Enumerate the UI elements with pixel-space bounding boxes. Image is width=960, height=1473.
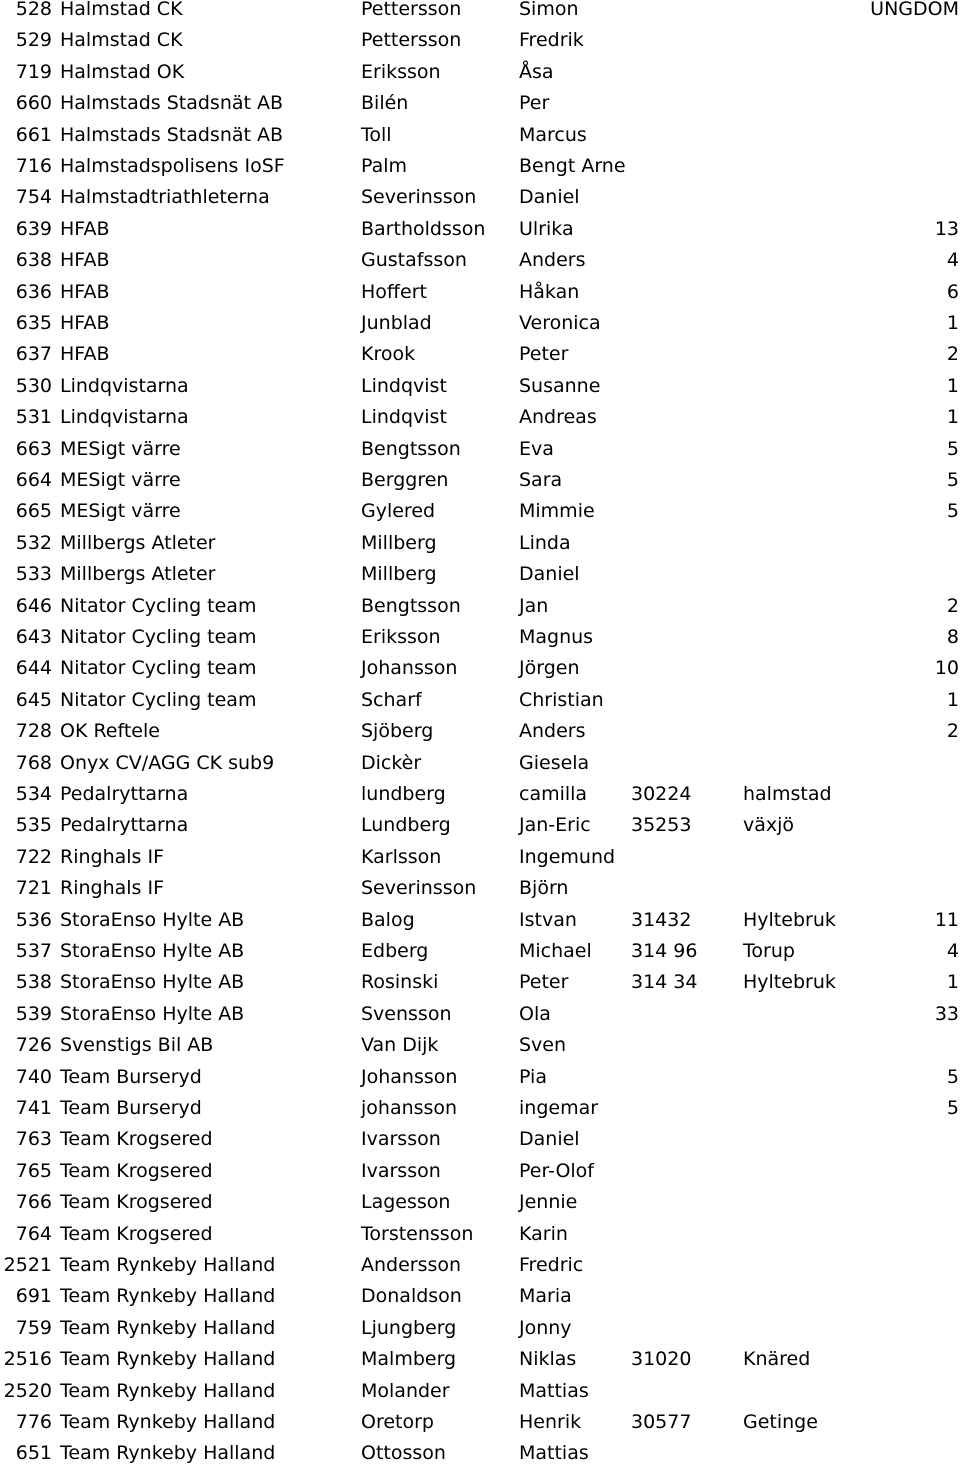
start-number: 776 — [15, 1411, 52, 1433]
first-name: Peter — [519, 971, 569, 994]
start-number: 643 — [15, 626, 52, 648]
first-name: Jörgen — [519, 657, 580, 680]
club-name: Team Krogsered — [60, 1222, 213, 1245]
table-row — [0, 936, 960, 967]
table-row — [0, 339, 960, 370]
last-name: Andersson — [361, 1254, 462, 1276]
city: Hyltebruk — [743, 908, 836, 931]
start-number: 765 — [15, 1159, 52, 1182]
postal-code: 35253 — [631, 814, 692, 837]
start-number: 638 — [15, 249, 52, 272]
value-cell: 1 — [946, 312, 959, 334]
club-name: Team Rynkeby Halland — [60, 1254, 276, 1276]
start-number: 722 — [15, 845, 52, 868]
table-row — [0, 1438, 960, 1469]
start-number: 763 — [15, 1128, 52, 1151]
table-row — [0, 591, 960, 622]
start-number: 535 — [15, 814, 52, 837]
club-name: Halmstadspolisens IoSF — [60, 155, 285, 177]
table-row — [0, 402, 960, 433]
table-row — [0, 496, 960, 527]
first-name: Mattias — [519, 1442, 589, 1465]
table-row — [0, 434, 960, 465]
start-number: 529 — [15, 29, 52, 52]
value-cell: 8 — [946, 626, 959, 648]
first-name: Jennie — [519, 1191, 578, 1214]
club-name: Halmstad CK — [60, 29, 183, 52]
first-name: Magnus — [519, 626, 594, 648]
value-cell: 1 — [946, 374, 959, 397]
table-row — [0, 214, 960, 245]
last-name: Ljungberg — [361, 1316, 457, 1339]
value-cell: 6 — [946, 280, 959, 303]
table-row — [0, 905, 960, 936]
club-name: Halmstadtriathleterna — [60, 186, 270, 209]
club-name: Millbergs Atleter — [60, 531, 216, 554]
club-name: Team Rynkeby Halland — [60, 1316, 276, 1339]
club-name: Team Krogsered — [60, 1191, 213, 1214]
last-name: Svensson — [361, 1002, 452, 1025]
last-name: Torstensson — [361, 1222, 474, 1245]
first-name: Fredric — [519, 1254, 584, 1276]
table-row — [0, 1344, 960, 1375]
table-row — [0, 57, 960, 88]
start-number: 635 — [15, 312, 52, 334]
last-name: Donaldson — [361, 1285, 462, 1308]
first-name: Mattias — [519, 1379, 589, 1402]
club-name: Nitator Cycling team — [60, 688, 257, 711]
club-name: Team Burseryd — [60, 1065, 202, 1088]
first-name: Sara — [519, 469, 563, 491]
last-name: Johansson — [361, 657, 458, 680]
table-row — [0, 748, 960, 779]
first-name: Håkan — [519, 280, 580, 303]
table-row — [0, 967, 960, 998]
value-cell: 1 — [946, 971, 959, 994]
last-name: Pettersson — [361, 29, 462, 52]
first-name: Ingemund — [519, 845, 616, 868]
first-name: Mimmie — [519, 500, 595, 523]
last-name: Ottosson — [361, 1442, 446, 1465]
table-row — [0, 371, 960, 402]
value-cell: 2 — [946, 343, 959, 366]
club-name: Pedalryttarna — [60, 814, 189, 837]
start-number: 533 — [15, 563, 52, 586]
last-name: Malmberg — [361, 1348, 457, 1371]
first-name: Anders — [519, 720, 586, 743]
first-name: Jan-Eric — [519, 814, 591, 837]
city: Hyltebruk — [743, 971, 836, 994]
start-number: 2520 — [3, 1379, 52, 1402]
table-row — [0, 277, 960, 308]
first-name: Pia — [519, 1065, 547, 1088]
value-cell: 5 — [946, 469, 959, 491]
value-cell: 5 — [946, 1097, 959, 1119]
last-name: Edberg — [361, 940, 429, 962]
last-name: Molander — [361, 1379, 450, 1402]
first-name: Veronica — [519, 312, 601, 334]
start-number: 665 — [15, 500, 52, 523]
value-cell: 4 — [946, 940, 959, 962]
table-row — [0, 528, 960, 559]
first-name: Istvan — [519, 908, 577, 931]
start-number: 716 — [15, 155, 52, 177]
table-row — [0, 1407, 960, 1438]
city: Torup — [743, 940, 795, 962]
table-row — [0, 1281, 960, 1312]
start-number: 759 — [15, 1316, 52, 1339]
value-cell: UNGDOM — [870, 0, 959, 20]
first-name: Linda — [519, 531, 571, 554]
start-number: 768 — [15, 751, 52, 774]
last-name: Sjöberg — [361, 720, 434, 743]
value-cell: 10 — [934, 657, 959, 680]
start-number: 536 — [15, 908, 52, 931]
club-name: Team Rynkeby Halland — [60, 1285, 276, 1308]
last-name: Bilén — [361, 92, 409, 115]
last-name: Gylered — [361, 500, 436, 523]
first-name: Fredrik — [519, 29, 584, 52]
value-cell: 4 — [946, 249, 959, 272]
club-name: Halmstads Stadsnät AB — [60, 123, 284, 146]
table-row — [0, 1093, 960, 1124]
last-name: Ivarsson — [361, 1128, 441, 1151]
first-name: Andreas — [519, 406, 597, 429]
last-name: Bartholdsson — [361, 217, 486, 240]
table-row — [0, 653, 960, 684]
start-number: 646 — [15, 594, 52, 617]
first-name: Jonny — [519, 1316, 572, 1339]
first-name: Per — [519, 92, 550, 115]
last-name: Junblad — [361, 312, 432, 334]
last-name: Van Dijk — [361, 1034, 439, 1057]
last-name: Severinsson — [361, 186, 477, 209]
club-name: Halmstad OK — [60, 60, 185, 83]
table-row — [0, 1376, 960, 1407]
club-name: HFAB — [60, 280, 110, 303]
last-name: Millberg — [361, 563, 437, 586]
first-name: Maria — [519, 1285, 572, 1308]
club-name: Onyx CV/AGG CK sub9 — [60, 751, 275, 774]
club-name: MESigt värre — [60, 500, 181, 523]
first-name: Bengt Arne — [519, 155, 626, 177]
start-number: 766 — [15, 1191, 52, 1214]
start-number: 661 — [15, 123, 52, 146]
table-row — [0, 120, 960, 151]
club-name: Ringhals IF — [60, 845, 165, 868]
start-number: 740 — [15, 1065, 52, 1088]
first-name: Susanne — [519, 374, 601, 397]
start-number: 664 — [15, 469, 52, 491]
value-cell: 5 — [946, 1065, 959, 1088]
value-cell: 13 — [934, 217, 959, 240]
club-name: Team Rynkeby Halland — [60, 1379, 276, 1402]
club-name: Team Rynkeby Halland — [60, 1348, 276, 1371]
first-name: camilla — [519, 783, 588, 805]
last-name: Pettersson — [361, 0, 462, 20]
postal-code: 31020 — [631, 1348, 692, 1371]
start-number: 537 — [15, 940, 52, 962]
table-row — [0, 1313, 960, 1344]
start-number: 636 — [15, 280, 52, 303]
club-name: MESigt värre — [60, 469, 181, 491]
table-row — [0, 245, 960, 276]
club-name: Team Burseryd — [60, 1097, 202, 1119]
value-cell: 5 — [946, 500, 959, 523]
table-row — [0, 308, 960, 339]
postal-code: 31432 — [631, 908, 692, 931]
last-name: Rosinski — [361, 971, 439, 994]
last-name: Bengtsson — [361, 594, 461, 617]
first-name: Daniel — [519, 1128, 580, 1151]
last-name: Eriksson — [361, 626, 441, 648]
last-name: Millberg — [361, 531, 437, 554]
club-name: HFAB — [60, 312, 110, 334]
table-row — [0, 151, 960, 182]
start-number: 528 — [15, 0, 52, 20]
last-name: Eriksson — [361, 60, 441, 83]
last-name: Gustafsson — [361, 249, 467, 272]
first-name: Niklas — [519, 1348, 577, 1371]
table-row — [0, 25, 960, 56]
last-name: lundberg — [361, 783, 446, 805]
first-name: Jan — [519, 594, 549, 617]
table-row — [0, 622, 960, 653]
table-row — [0, 1187, 960, 1218]
club-name: StoraEnso Hylte AB — [60, 1002, 245, 1025]
club-name: Halmstad CK — [60, 0, 183, 20]
first-name: Per-Olof — [519, 1159, 594, 1182]
first-name: Marcus — [519, 123, 587, 146]
last-name: Dickèr — [361, 751, 422, 774]
start-number: 639 — [15, 217, 52, 240]
table-row — [0, 559, 960, 590]
first-name: Michael — [519, 940, 592, 962]
value-cell: 1 — [946, 406, 959, 429]
city: Getinge — [743, 1411, 818, 1433]
first-name: Ulrika — [519, 217, 574, 240]
club-name: Millbergs Atleter — [60, 563, 216, 586]
club-name: HFAB — [60, 217, 110, 240]
table-row — [0, 465, 960, 496]
start-number: 531 — [15, 406, 52, 429]
value-cell: 11 — [934, 908, 959, 931]
value-cell: 1 — [946, 688, 959, 711]
city: Knäred — [743, 1348, 811, 1371]
last-name: Balog — [361, 908, 415, 931]
value-cell: 2 — [946, 720, 959, 743]
start-number: 539 — [15, 1002, 52, 1025]
table-row — [0, 716, 960, 747]
first-name: Åsa — [519, 60, 554, 83]
club-name: HFAB — [60, 343, 110, 366]
table-row — [0, 1219, 960, 1250]
last-name: Karlsson — [361, 845, 442, 868]
club-name: Lindqvistarna — [60, 406, 189, 429]
start-number: 534 — [15, 783, 52, 805]
table-row — [0, 182, 960, 213]
last-name: Lindqvist — [361, 374, 447, 397]
first-name: ingemar — [519, 1097, 599, 1119]
last-name: Johansson — [361, 1065, 458, 1088]
club-name: StoraEnso Hylte AB — [60, 971, 245, 994]
last-name: Scharf — [361, 688, 422, 711]
club-name: Team Rynkeby Halland — [60, 1411, 276, 1433]
club-name: StoraEnso Hylte AB — [60, 908, 245, 931]
start-number: 728 — [15, 720, 52, 743]
start-number: 726 — [15, 1034, 52, 1057]
start-number: 754 — [15, 186, 52, 209]
first-name: Peter — [519, 343, 569, 366]
table-row — [0, 685, 960, 716]
start-number: 691 — [15, 1285, 52, 1308]
start-number: 2521 — [3, 1254, 52, 1276]
first-name: Simon — [519, 0, 579, 20]
last-name: Severinsson — [361, 877, 477, 900]
city: halmstad — [743, 783, 832, 805]
first-name: Ola — [519, 1002, 551, 1025]
start-number: 719 — [15, 60, 52, 83]
start-number: 532 — [15, 531, 52, 554]
postal-code: 314 34 — [631, 971, 698, 994]
start-number: 651 — [15, 1442, 52, 1465]
last-name: Ivarsson — [361, 1159, 441, 1182]
first-name: Björn — [519, 877, 569, 900]
start-number: 663 — [15, 437, 52, 460]
last-name: Lagesson — [361, 1191, 451, 1214]
club-name: Ringhals IF — [60, 877, 165, 900]
last-name: Toll — [361, 123, 392, 146]
start-number: 2516 — [3, 1348, 52, 1371]
value-cell: 5 — [946, 437, 959, 460]
start-number: 645 — [15, 688, 52, 711]
table-row — [0, 1062, 960, 1093]
club-name: Pedalryttarna — [60, 783, 189, 805]
first-name: Eva — [519, 437, 554, 460]
table-row — [0, 999, 960, 1030]
value-cell: 2 — [946, 594, 959, 617]
table-row — [0, 810, 960, 841]
value-cell: 33 — [934, 1002, 959, 1025]
last-name: Hoffert — [361, 280, 427, 303]
last-name: johansson — [361, 1097, 458, 1119]
start-number: 721 — [15, 877, 52, 900]
postal-code: 314 96 — [631, 940, 698, 962]
start-number: 644 — [15, 657, 52, 680]
first-name: Sven — [519, 1034, 567, 1057]
start-number: 764 — [15, 1222, 52, 1245]
table-row — [0, 1030, 960, 1061]
club-name: Halmstads Stadsnät AB — [60, 92, 284, 115]
start-number: 741 — [15, 1097, 52, 1119]
club-name: Team Rynkeby Halland — [60, 1442, 276, 1465]
first-name: Daniel — [519, 563, 580, 586]
club-name: Team Krogsered — [60, 1128, 213, 1151]
table-row — [0, 1250, 960, 1281]
last-name: Krook — [361, 343, 416, 366]
last-name: Lindqvist — [361, 406, 447, 429]
table-row — [0, 779, 960, 810]
start-number: 637 — [15, 343, 52, 366]
last-name: Bengtsson — [361, 437, 461, 460]
club-name: StoraEnso Hylte AB — [60, 940, 245, 962]
last-name: Berggren — [361, 469, 449, 491]
club-name: Svenstigs Bil AB — [60, 1034, 214, 1057]
city: växjö — [743, 814, 795, 837]
first-name: Anders — [519, 249, 586, 272]
table-row — [0, 0, 960, 25]
table-row — [0, 1156, 960, 1187]
last-name: Oretorp — [361, 1411, 434, 1433]
table-row — [0, 1124, 960, 1155]
club-name: MESigt värre — [60, 437, 181, 460]
start-number: 538 — [15, 971, 52, 994]
table-row — [0, 842, 960, 873]
club-name: OK Reftele — [60, 720, 160, 743]
table-row — [0, 88, 960, 119]
first-name: Giesela — [519, 751, 590, 774]
club-name: Nitator Cycling team — [60, 657, 257, 680]
start-number: 660 — [15, 92, 52, 115]
last-name: Palm — [361, 155, 408, 177]
club-name: HFAB — [60, 249, 110, 272]
table-row — [0, 873, 960, 904]
club-name: Nitator Cycling team — [60, 626, 257, 648]
first-name: Christian — [519, 688, 604, 711]
start-number: 530 — [15, 374, 52, 397]
last-name: Lundberg — [361, 814, 451, 837]
postal-code: 30224 — [631, 783, 692, 805]
first-name: Henrik — [519, 1411, 582, 1433]
club-name: Team Krogsered — [60, 1159, 213, 1182]
club-name: Lindqvistarna — [60, 374, 189, 397]
postal-code: 30577 — [631, 1411, 692, 1433]
club-name: Nitator Cycling team — [60, 594, 257, 617]
first-name: Daniel — [519, 186, 580, 209]
first-name: Karin — [519, 1222, 568, 1245]
